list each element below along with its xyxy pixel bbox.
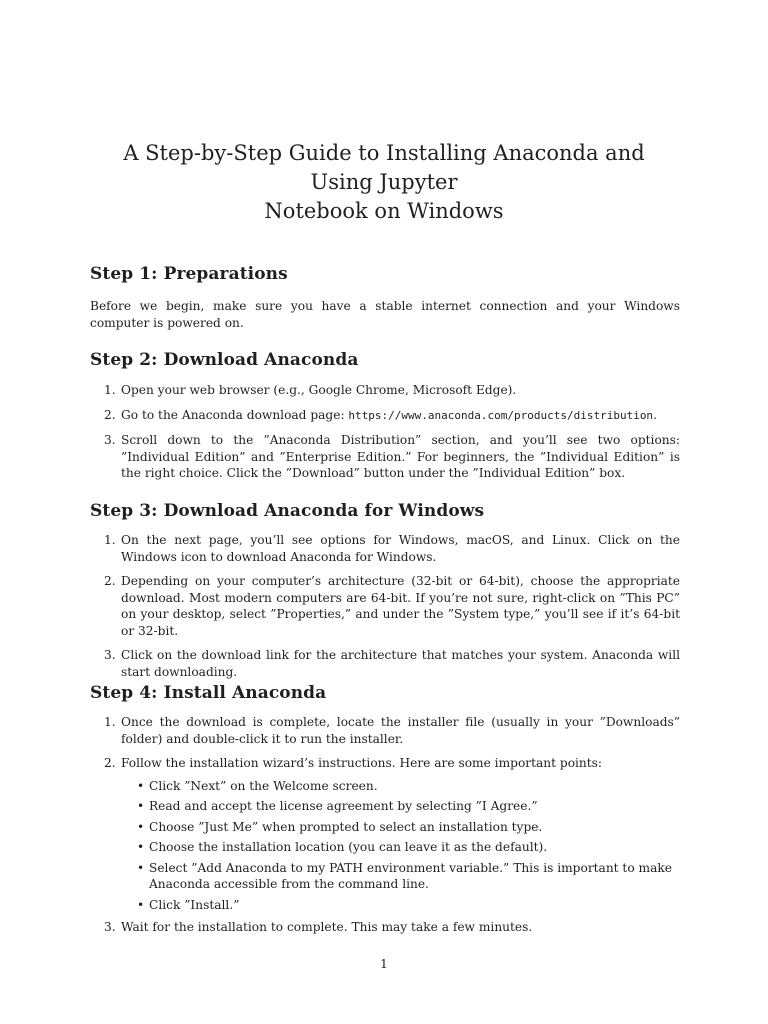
bullet-item: • Read and accept the license agreement by selecting ”I Agree.” <box>137 799 538 813</box>
step-2-heading: Step 2: Download Anaconda <box>90 350 359 370</box>
list-number: 1. <box>104 383 116 397</box>
list-number: 2. <box>104 407 116 422</box>
page-number: 1 <box>380 957 388 971</box>
bullet-icon: • <box>137 778 145 793</box>
step-4-list <box>90 714 680 936</box>
anaconda-download-url[interactable]: https://www.anaconda.com/products/distribution <box>348 408 654 422</box>
bullet-icon: • <box>137 799 145 813</box>
list-item <box>90 382 680 399</box>
list-number: 2. <box>104 756 116 770</box>
list-item-text: Scroll down to the ”Anaconda Distribution” section, and you’ll see two options: ”Individual Edition” and ”Enterprise Edition.” For beginners, the ”Individual Edition” is the right choice. Click the ”Download” button under the ”Individual Edition” box. <box>121 433 680 480</box>
list-item-text: Click on the download link for the architecture that matches your system. Anaconda will start downloading. <box>121 648 680 679</box>
list-item <box>90 647 680 680</box>
bullet-icon: • <box>137 819 145 834</box>
section-step-4 <box>90 682 680 936</box>
list-number: 1. <box>104 533 116 547</box>
list-number: 3. <box>104 920 116 934</box>
bullet-item: • Choose ”Just Me” when prompted to select an installation type. <box>137 819 543 834</box>
list-number: 3. <box>104 648 116 662</box>
list-item <box>90 432 680 482</box>
list-item-text: Open your web browser (e.g., Google Chrome, Microsoft Edge). <box>121 383 517 397</box>
list-item-text: Go to the Anaconda download page: <box>121 407 345 422</box>
bullet-item: • Choose the installation location (you can leave it as the default). <box>137 840 548 854</box>
list-number: 1. <box>104 715 116 729</box>
step-1-text: Before we begin, make sure you have a stable internet connection and your Windows computer is powered on. <box>90 299 680 330</box>
step-1-heading: Step 1: Preparations <box>90 264 288 284</box>
list-item <box>90 714 680 747</box>
list-item-text: Wait for the installation to complete. This may take a few minutes. <box>121 920 533 934</box>
list-item <box>90 755 680 913</box>
section-step-2 <box>90 349 680 482</box>
list-item-text: Depending on your computer’s architecture (32-bit or 64-bit), choose the appropriate download. Most modern computers are 64-bit. If you’re not sure, right-click on ”This PC” on your desktop, select ”Properties,” and under the ”System type,” you’ll see if it’s 64-bit or 32-bit. <box>121 574 680 638</box>
title-line-1: A Step-by-Step Guide to Installing Anaconda and Using Jupyter <box>123 141 645 194</box>
list-item <box>90 573 680 639</box>
step-2-list <box>90 382 680 482</box>
list-item-text: Once the download is complete, locate the installer file (usually in your ”Downloads” folder) and double-click it to run the installer. <box>121 715 680 746</box>
section-step-1 <box>90 263 680 331</box>
installation-points-list <box>121 778 680 914</box>
bullet-item: • Click ”Next” on the Welcome screen. <box>137 778 378 793</box>
step-3-heading: Step 3: Download Anaconda for Windows <box>90 501 485 521</box>
list-item <box>90 919 680 936</box>
list-item-text: On the next page, you’ll see options for Windows, macOS, and Linux. Click on the Windows icon to download Anaconda for Windows. <box>121 533 680 564</box>
title-line-2: Notebook on Windows <box>264 199 504 223</box>
bullet-icon: • <box>137 840 145 854</box>
bullet-icon: • <box>137 897 145 912</box>
step-3-list <box>90 532 680 680</box>
list-item: 2. Go to the Anaconda download page: https://www.anaconda.com/products/distribution. <box>104 407 657 422</box>
step-4-heading: Step 4: Install Anaconda <box>90 683 327 703</box>
list-item-text: Follow the installation wizard’s instructions. Here are some important points: <box>121 756 603 770</box>
bullet-item: • Select ”Add Anaconda to my PATH environment variable.” This is important to make Anaconda accessible from the command line. <box>137 860 672 891</box>
bullet-item: • Click ”Install.” <box>137 897 240 912</box>
document-title <box>90 139 678 226</box>
bullet-icon: • <box>137 860 145 875</box>
list-number: 2. <box>104 574 116 588</box>
section-step-3 <box>90 500 680 680</box>
list-number: 3. <box>104 433 116 447</box>
list-item <box>90 532 680 565</box>
